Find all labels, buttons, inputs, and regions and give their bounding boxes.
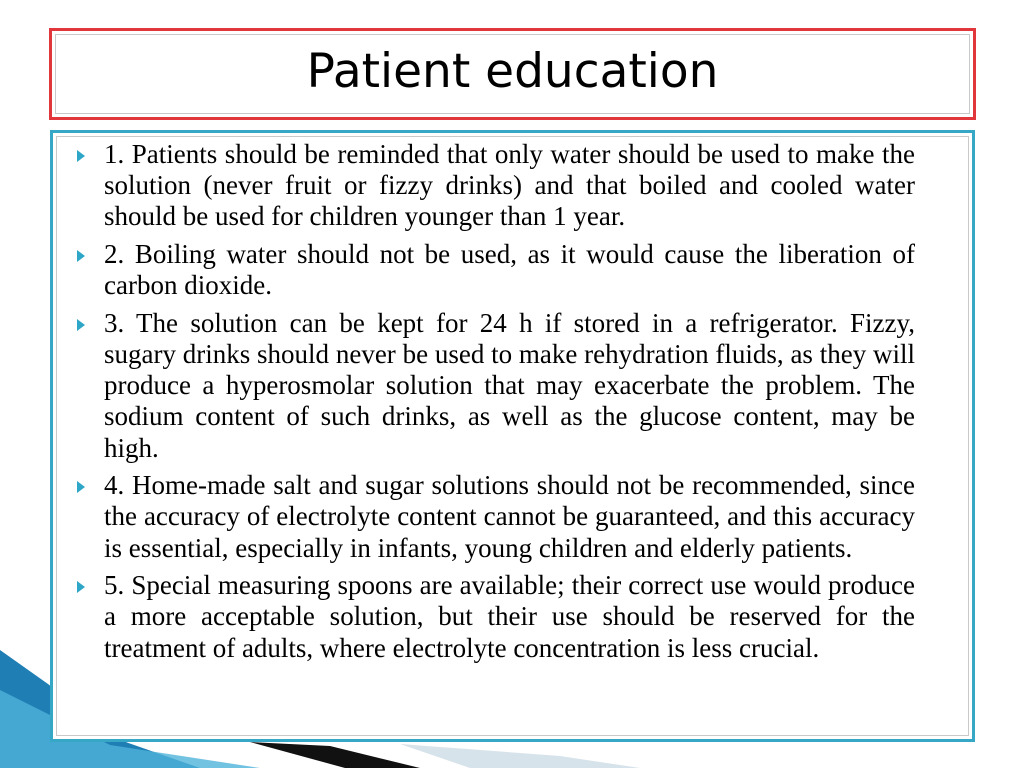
bullet-item	[104, 239, 915, 301]
triangle-bullet-icon	[77, 481, 85, 493]
bullet-item	[104, 308, 915, 464]
bullet-text: 5. Special measuring spoons are available; their correct use would produce a more acceptable solution, but their use should be reserved for the treatment of adults, where electrolyte concentration is less crucial.	[104, 570, 915, 663]
black-swoosh-shape	[250, 742, 420, 768]
slide-title: Patient education	[306, 44, 719, 99]
content-box	[50, 130, 975, 742]
title-box	[49, 28, 976, 120]
triangle-bullet-icon	[77, 250, 85, 262]
bullet-item	[104, 570, 915, 664]
bullet-item	[104, 139, 915, 233]
bullet-text: 1. Patients should be reminded that only water should be used to make the solution (never fruit or fizzy drinks) and that boiled and cooled water should be used for children younger than 1 year.	[104, 139, 915, 232]
bullet-item	[104, 470, 915, 564]
triangle-bullet-icon	[77, 581, 85, 593]
bullet-text: 3. The solution can be kept for 24 h if stored in a refrigerator. Fizzy, sugary drinks should never be used to make rehydration fluids, as they will produce a hyperosmolar solution that may exacerbate the problem. The sodium content of such drinks, as well as the glucose content, may be high.	[104, 307, 915, 463]
bullet-text: 2. Boiling water should not be used, as it would cause the liberation of carbon dioxide.	[104, 239, 915, 301]
bullet-text: 4. Home-made salt and sugar solutions should not be recommended, since the accuracy of electrolyte content cannot be guaranteed, and this accuracy is essential, especially in infants, young children and elderly patients.	[104, 470, 915, 563]
triangle-bullet-icon	[77, 150, 85, 162]
triangle-bullet-icon	[77, 319, 85, 331]
gray-swoosh-shape	[400, 744, 640, 768]
bullet-list	[104, 139, 915, 670]
